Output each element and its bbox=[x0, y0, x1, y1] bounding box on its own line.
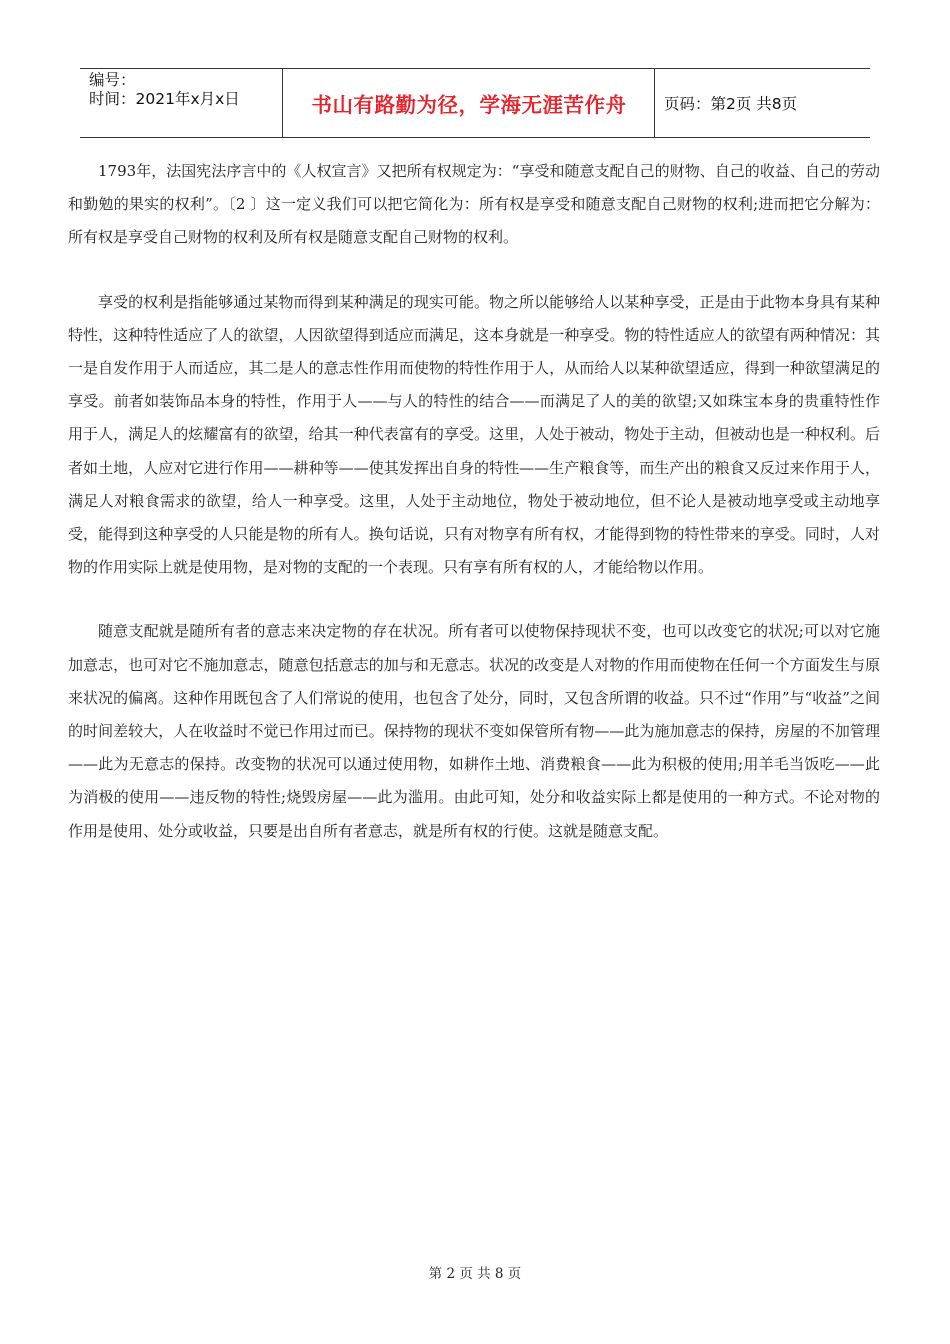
paragraph-enjoyment: 享受的权利是指能够通过某物而得到某种满足的现实可能。物之所以能够给人以某种享受，正是由于此物本身具有某种特性，这种特性适应了人的欲望，人因欲望得到适应而满足，这本身就是一种享受。物的特性适应人的欲望有两种情况：其一是自发作用于人而适应，其二是人的意志性作用而使物的特性作用于人，从而给人以某种欲望适应，得到一种欲望满足的享受。前者如装饰品本身的特性，作用于人——与人的特性的结合——而满足了人的美的欲望;又如珠宝本身的贵重特性作用于人，满足人的炫耀富有的欲望，给其一种代表富有的享受。这里，人处于被动，物处于主动，但被动也是一种权利。后者如土地，人应对它进行作用——耕种等——使其发挥出自身的特性——生产粮食等，而生产出的粮食又反过来作用于人，满足人对粮食需求的欲望，给人一种享受。这里，人处于主动地位，物处于被动地位，但不论人是被动地享受或主动地享受，能得到这种享受的人只能是物的所有人。换句话说，只有对物享有所有权，才能得到物的特性带来的享受。同时，人对物的作用实际上就是使用物，是对物的支配的一个表现。只有享有所有权的人，才能给物以作用。 bbox=[68, 292, 880, 577]
paragraph-definition: 1793年，法国宪法序言中的《人权宣言》又把所有权规定为：“享受和随意支配自己的财物、自己的收益、自己的劳动和勤勉的果实的权利”。〔2 〕这一定义我们可以把它简化为：所有权是享受和随意支配自己财物的权利;进而把它分解为：所有权是享受自己财物的权利及所有权是随意支配自己财物的权利。 bbox=[68, 162, 880, 247]
document-body bbox=[68, 155, 880, 848]
header-motto: 书山有路勤为径，学海无涯苦作舟 bbox=[311, 93, 627, 117]
serial-number-label: 编号： bbox=[89, 71, 136, 89]
header-divider bbox=[654, 69, 655, 137]
header-divider bbox=[282, 69, 283, 137]
page-footer: 第 2 页 共 8 页 bbox=[428, 1266, 522, 1282]
paragraph-disposition: 随意支配就是随所有者的意志来决定物的存在状况。所有者可以使物保持现状不变，也可以改变它的状况;可以对它施加意志，也可对它不施加意志，随意包括意志的加与和无意志。状况的改变是人对物的作用而使物在任何一个方面发生与原来状况的偏离。这种作用既包含了人们常说的使用，也包含了处分，同时，又包含所谓的收益。只不过“作用”与“收益”之间的时间差较大，人在收益时不觉已作用过而已。保持物的现状不变如保管所有物——此为施加意志的保持，房屋的不加管理——此为无意志的保持。改变物的状况可以通过使用物，如耕作土地、消费粮食——此为积极的使用;用羊毛当饭吃——此为消极的使用——违反物的特性;烧毁房屋——此为滥用。由此可知，处分和收益实际上都是使用的一种方式。不论对物的作用是使用、处分或收益，只要是出自所有者意志，就是所有权的行使。这就是随意支配。 bbox=[68, 622, 880, 840]
page-header bbox=[80, 68, 870, 138]
header-page-number: 页码：第2页 共8页 bbox=[664, 95, 798, 113]
date-label: 时间：2021年x月x日 bbox=[89, 90, 240, 108]
header-meta bbox=[89, 71, 240, 109]
